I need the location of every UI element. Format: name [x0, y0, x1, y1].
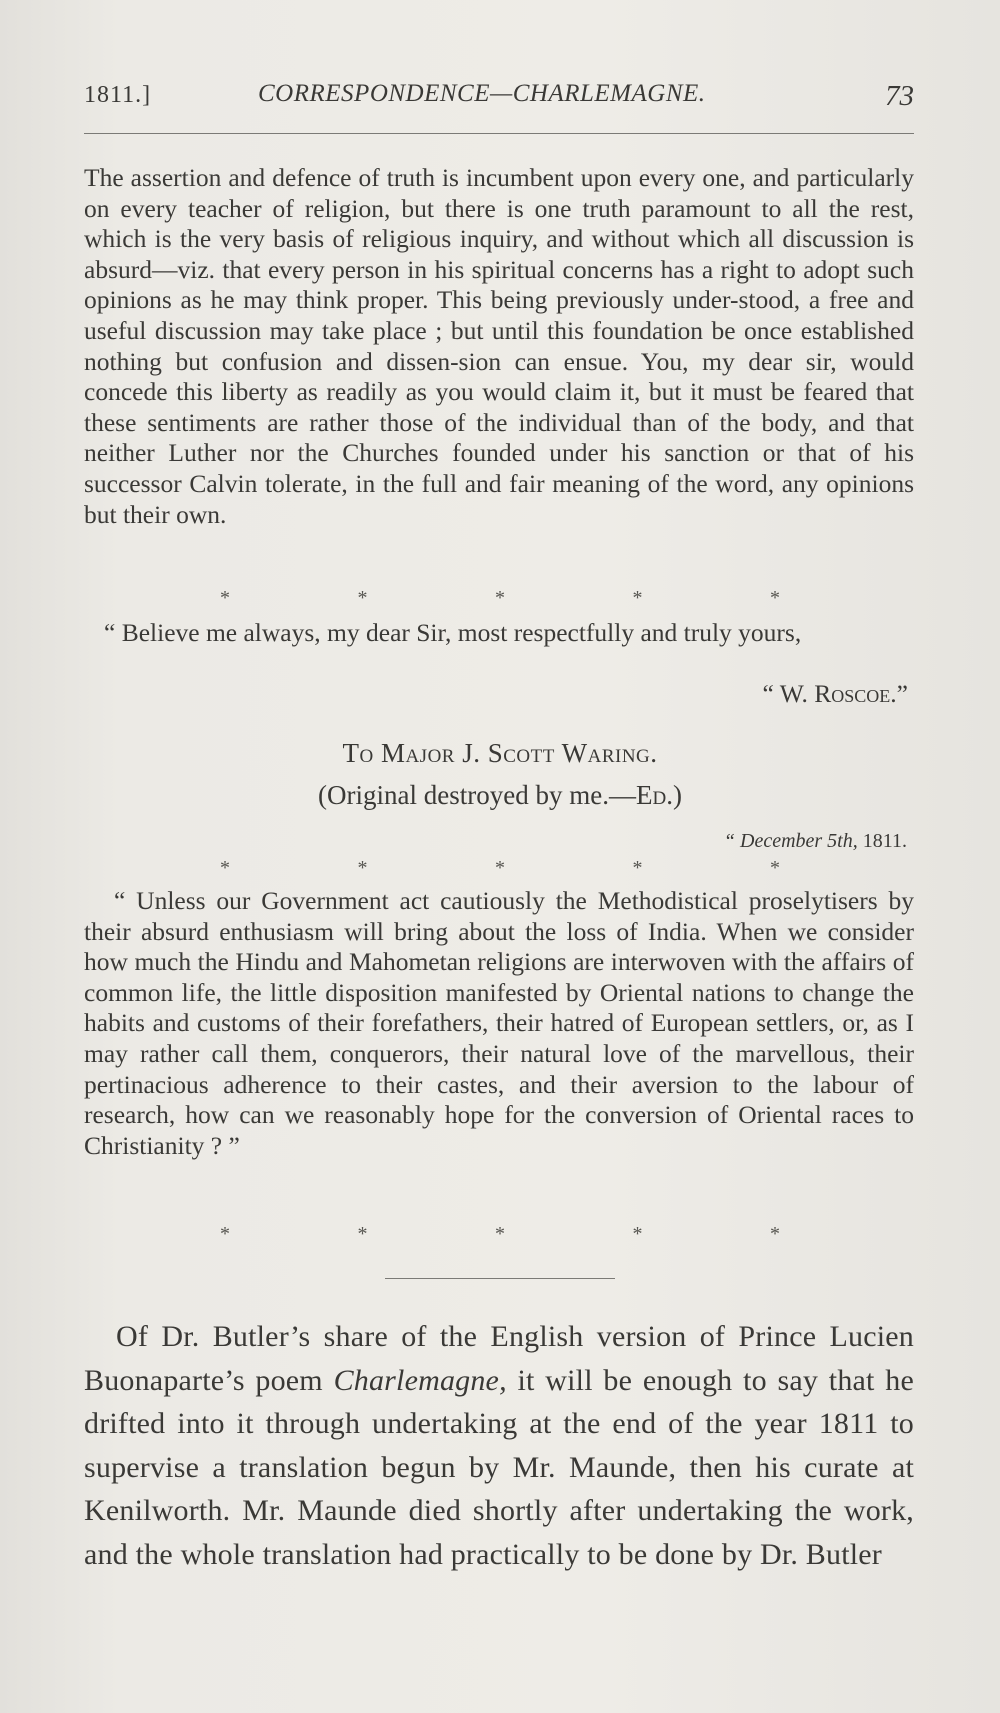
asterisk: * [220, 857, 230, 879]
asterisk: * [770, 857, 780, 879]
letter-heading [0, 738, 1000, 769]
asterisk-row-3 [220, 1223, 780, 1245]
asterisk: * [495, 1223, 505, 1245]
asterisk: * [495, 587, 505, 609]
paragraph-charlemagne [84, 1315, 914, 1576]
asterisk: * [495, 857, 505, 879]
signature-name: Roscoe [814, 679, 891, 708]
original-note [0, 780, 1000, 811]
paragraph-government: “ Unless our Government act cautiously the Methodistical proselytisers by their absurd enthusiasm will bring about the loss of India. When we consider how much the Hindu and Mahometan religions are interwoven with the affairs of common life, the little disposition manifested by Oriental nations to change the habits and customs of their forefathers, their hatred of European settlers, or, as I may rather call them, conquerors, their natural love of the marvellous, their pertinacious adherence to their castes, and their aversion to the labour of research, how can we reasonably hope for the conversion of Oriental races to Christianity ? ” [84, 886, 914, 1160]
para4-before: Of Dr. Butler’s share of the English version of Prince Lucien Buonaparte’s poem [84, 1320, 914, 1397]
original-note-suffix: ) [672, 780, 682, 810]
asterisk: * [357, 587, 368, 609]
section-divider [385, 1278, 615, 1279]
asterisk: * [220, 587, 230, 609]
asterisk: * [632, 857, 643, 879]
asterisk: * [770, 1223, 780, 1245]
date-year: 1811. [857, 830, 907, 852]
asterisk: * [220, 1223, 230, 1245]
running-header [84, 80, 914, 126]
header-year: 1811.] [84, 82, 152, 108]
heading-prefix: To [342, 738, 381, 768]
paragraph-assertion: The assertion and defence of truth is incumbent upon every one, and particularly on every teacher of religion, but there is one truth paramount to all the rest, which is the very basis of religious inquiry, and without which all discussion is absurd—viz. that every person in his spiritual concerns has a right to adopt such opinions as he may think proper. This being previously under-stood, a free and useful discussion may take place ; but until this foundation be once established nothing but confusion and dissen-sion can ensue. You, my dear sir, would concede this liberty as readily as you would claim it, but it must be feared that these sentiments are rather those of the individual than of the body, and that neither Luther nor the Churches founded under his sanction or that of his successor Calvin tolerate, in the full and fair meaning of the word, any opinions but their own. [84, 163, 914, 529]
heading-name: Major J. Scott Waring. [380, 738, 658, 768]
asterisk-row-1 [220, 587, 780, 609]
asterisk: * [632, 1223, 643, 1245]
header-rule [84, 133, 914, 134]
signature-roscoe [763, 679, 908, 709]
para4-after: it will be enough to say that he drifted into it through undertaking at the end of the year 1811 to supervise a translation begun by Mr. Maunde, then his curate at Kenilworth. Mr. Maunde died shortly after undertaking the work, and the whole translation had practically to be done by Dr. Butler [84, 1363, 915, 1571]
asterisk: * [357, 857, 368, 879]
paragraph-closing: “ Believe me always, my dear Sir, most respectfully and truly yours, [104, 618, 802, 647]
signature-open: “ W. [762, 679, 815, 708]
date-italic: “ December 5th, [723, 830, 858, 852]
para4-italic-title: Charlemagne, [333, 1363, 507, 1397]
page-number: 73 [885, 80, 914, 112]
header-title: CORRESPONDENCE—CHARLEMAGNE. [258, 80, 706, 107]
asterisk: * [357, 1223, 368, 1245]
signature-close: .” [890, 679, 908, 708]
original-note-ed: Ed. [635, 780, 673, 810]
asterisk: * [770, 587, 780, 609]
asterisk: * [632, 587, 643, 609]
asterisk-row-2 [220, 857, 780, 879]
original-note-prefix: (Original destroyed by me.— [318, 780, 636, 810]
letter-date [724, 830, 907, 853]
